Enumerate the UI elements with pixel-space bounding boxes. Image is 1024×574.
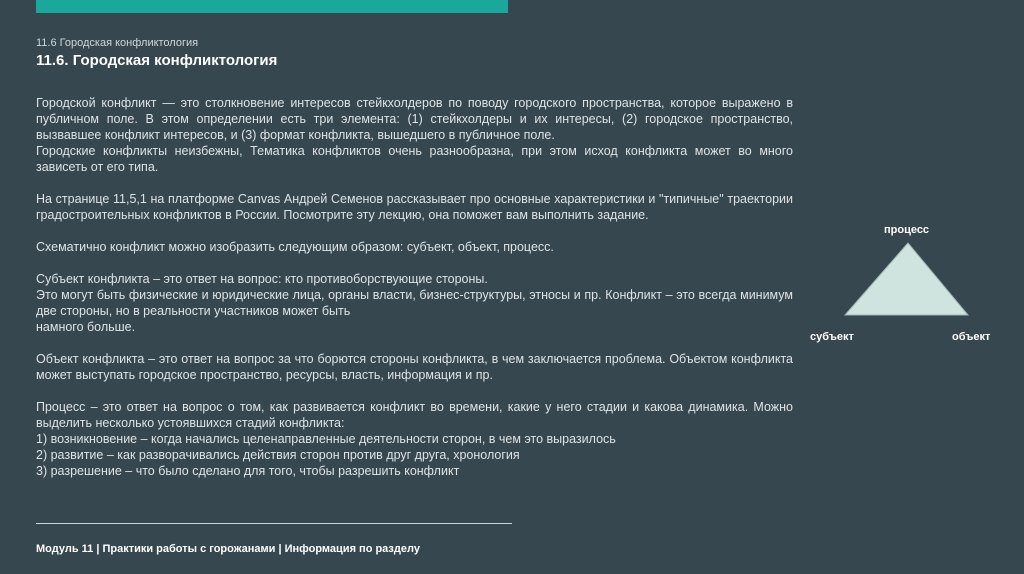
stage-item: 2) развитие – как разворачивались действия сторон против друг друга, хронология (36, 448, 520, 462)
stage-item: 1) возникновение – когда начались целенаправленные деятельности сторон, в чем это выразилось (36, 432, 616, 446)
process-label: процесс (884, 224, 930, 236)
footer-divider (36, 523, 512, 524)
breadcrumb: 11.6 Городская конфликтология (36, 37, 199, 49)
stage-item: 3) разрешение – что было сделано для того, чтобы разрешить конфликт (36, 464, 460, 478)
conflict-triangle-diagram (800, 215, 1010, 355)
accent-bar (36, 0, 508, 13)
subject-examples: Это могут быть физические и юридические лица, органы власти, бизнес-структуры, этносы и пр. Конфликт – это всегда минимум две стороны, но в реальности участников может быть (36, 288, 793, 318)
inevitability-paragraph: Городские конфликты неизбежны, Тематика конфликтов очень разнообразна, при этом исход конфликта может во много зависеть от его типа. (36, 144, 793, 174)
schema-paragraph: Схематично конфликт можно изобразить следующим образом: субъект, объект, процесс. (36, 240, 554, 254)
object-label: объект (952, 331, 991, 343)
main-text (36, 95, 793, 479)
object-definition: Объект конфликта – это ответ на вопрос за что борются стороны конфликта, в чем заключается проблема. Объектом конфликта может выступать городское пространство, ресурсы, власть, информация и пр. (36, 352, 793, 382)
process-definition: Процесс – это ответ на вопрос о том, как развивается конфликт во времени, какие у него стадии и какова динамика. Можно выделить несколько устоявшихся стадий конфликта: (36, 400, 793, 430)
definition-paragraph: Городской конфликт — это столкновение интересов стейкхолдеров по поводу городского пространства, которое выражено в публичном поле. В этом определении есть три элемента: (1) стейкхолдеры и их интересы, (2) городское пространство, вызвавшее конфликт интересов, и (3) формат конфликта, вышедшего в публичное поле. (36, 96, 793, 142)
lecture-paragraph: На странице 11,5,1 на платформе Canvas Андрей Семенов рассказывает про основные характеристики и "типичные" траектории градостроительных конфликтов в России. Посмотрите эту лекцию, она поможет вам выполнить задание. (36, 192, 793, 222)
subject-definition: Субъект конфликта – это ответ на вопрос: кто противоборствующие стороны. (36, 272, 488, 286)
subject-examples-continued: намного больше. (36, 320, 136, 334)
subject-label: субъект (810, 331, 854, 343)
page-title: 11.6. Городская конфликтология (36, 52, 278, 69)
triangle-shape (845, 243, 968, 315)
footer-text: Модуль 11 | Практики работы с горожанами | Информация по разделу (36, 543, 420, 555)
